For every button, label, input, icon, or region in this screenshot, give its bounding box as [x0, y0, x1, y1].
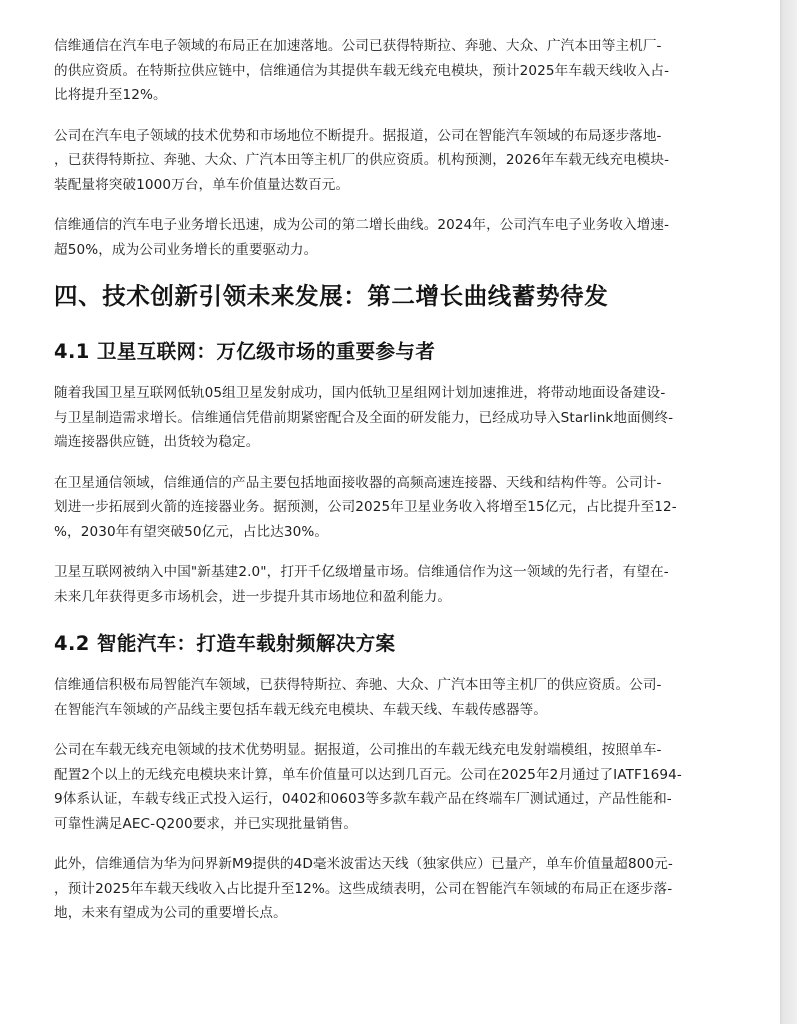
paragraph-wireless-charging — [54, 738, 744, 836]
section-heading-smart-car: 4.2 智能汽车：打造车载射频解决方案 — [54, 632, 396, 655]
paragraph-radar-antenna — [54, 852, 744, 926]
text-line: 公司在汽车电子领域的技术优势和市场地位不断提升。据报道，公司在智能汽车领域的布局逐步落地- — [54, 127, 662, 144]
paragraph-auto-advantage — [54, 124, 744, 198]
paragraph-auto-layout — [54, 34, 744, 108]
text-line: 与卫星制造需求增长。信维通信凭借前期紧密配合及全面的研发能力，已经成功导入Starlink地面侧终- — [54, 409, 674, 426]
text-line: 未来几年获得更多市场机会，进一步提升其市场地位和盈利能力。 — [54, 588, 452, 605]
text-line: 比将提升至12%。 — [54, 87, 167, 103]
text-line: ，预计2025年车载天线收入占比提升至12%。这些成绩表明，公司在智能汽车领域的布局正在逐步落- — [54, 880, 673, 897]
text-line: 在智能汽车领域的产品线主要包括车载无线充电模块、车载天线、车载传感器等。 — [54, 701, 547, 718]
page-edge-shadow — [780, 0, 797, 1024]
text-line: 此外，信维通信为华为问界新M9提供的4D毫米波雷达天线（独家供应）已量产，单车价值量超800元- — [54, 856, 673, 872]
paragraph-satellite-products — [54, 471, 744, 545]
paragraph-satellite-market — [54, 560, 744, 609]
document-body — [54, 34, 744, 942]
text-line: 信维通信的汽车电子业务增长迅速，成为公司的第二增长曲线。2024年，公司汽车电子业务收入增速- — [54, 217, 670, 233]
text-line: 卫星互联网被纳入中国"新基建2.0"，打开千亿级增量市场。信维通信作为这一领域的先行者，有望在- — [54, 564, 669, 580]
text-line: 公司在车载无线充电领域的技术优势明显。据报道，公司推出的车载无线充电发射端模组，按照单车- — [54, 742, 662, 758]
text-line: 在卫星通信领域，信维通信的产品主要包括地面接收器的高频高速连接器、天线和结构件等。公司计- — [54, 474, 662, 491]
text-line: 超50%，成为公司业务增长的重要驱动力。 — [54, 241, 318, 258]
text-line: 9体系认证，车载专线正式投入运行，0402和0603等多款车载产品在终端车厂测试通过，产品性能和- — [54, 791, 672, 807]
text-line: 信维通信积极布局智能汽车领域，已获得特斯拉、奔驰、大众、广汽本田等主机厂的供应资质。公司- — [54, 677, 662, 693]
text-line: 可靠性满足AEC-Q200要求，并已实现批量销售。 — [54, 815, 358, 832]
text-line: %，2030年有望突破50亿元，占比达30%。 — [54, 523, 329, 540]
text-line: 装配量将突破1000万台，单车价值量达数百元。 — [54, 176, 350, 193]
text-line: 的供应资质。在特斯拉供应链中，信维通信为其提供车载无线充电模块，预计2025年车载天线收入占- — [54, 62, 670, 79]
text-line: ，已获得特斯拉、奔驰、大众、广汽本田等主机厂的供应资质。机构预测，2026年车载无线充电模块- — [54, 152, 670, 168]
paragraph-smart-car-layout — [54, 673, 744, 722]
text-line: 划进一步拓展到火箭的连接器业务。据预测，公司2025年卫星业务收入将增至15亿元，占比提升至12- — [54, 499, 677, 515]
chapter-heading: 四、技术创新引领未来发展：第二增长曲线蓄势待发 — [54, 282, 609, 310]
text-line: 信维通信在汽车电子领域的布局正在加速落地。公司已获得特斯拉、奔驰、大众、广汽本田等主机厂- — [54, 38, 662, 54]
text-line: 配置2个以上的无线充电模块来计算，单车价值量可以达到几百元。公司在2025年2月通过了IATF1694- — [54, 766, 682, 783]
section-heading-satellite: 4.1 卫星互联网：万亿级市场的重要参与者 — [54, 340, 436, 363]
text-line: 随着我国卫星互联网低轨05组卫星发射成功，国内低轨卫星组网计划加速推进，将带动地面设备建设- — [54, 385, 666, 401]
text-line: 地，未来有望成为公司的重要增长点。 — [54, 905, 287, 921]
paragraph-satellite-launch — [54, 381, 744, 455]
paragraph-auto-growth — [54, 213, 744, 262]
text-line: 端连接器供应链，出货较为稳定。 — [54, 434, 260, 450]
